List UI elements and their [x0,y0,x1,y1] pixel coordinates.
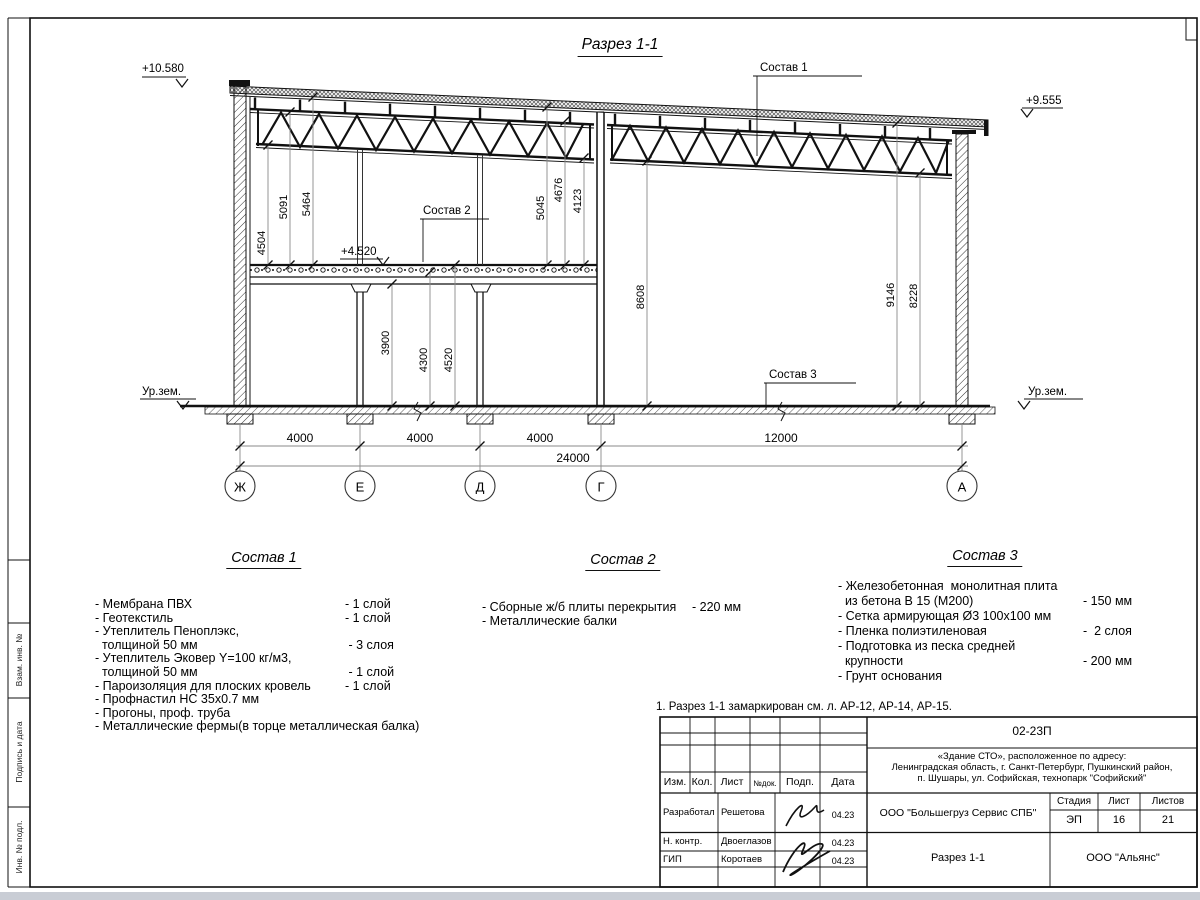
elevation-right: +9.555 [1026,95,1062,107]
axis-bubble-zh: Ж [233,479,246,495]
hdim-span-1: 4000 [286,431,314,445]
composition-item [95,707,435,721]
composition-item-text: - Мембрана ПВХ [95,597,193,611]
hdim-span-3: 4000 [526,431,554,445]
composition-item [95,652,435,666]
composition-item [838,639,1158,654]
axis-bubble-a: А [957,479,967,495]
tb-row-role-3: ГИП [663,854,682,865]
roof [229,80,989,136]
window-edge-strip [0,892,1200,900]
vdim-4300: 4300 [418,347,430,373]
composition-item-value: - 3 слоя [345,637,394,652]
callout-sostav-2: Состав 2 [423,205,471,217]
margin-label-inv: Инв. № подл. [14,820,24,874]
margin-label-vzam: Взам. инв. № [14,633,24,687]
ground-level-label-right: Ур.зем. [1028,386,1068,398]
composition-item [838,609,1158,624]
composition-item-value: - 1 слой [345,664,395,679]
composition-item [95,639,435,653]
tb-col-izm: Изм. [663,776,687,788]
composition-item-text: - Металлические фермы(в торце металлическая балка) [95,719,420,734]
callout-sostav-3: Состав 3 [769,369,817,381]
tb-stage-label: Стадия [1056,796,1092,807]
tb-sheet-value: 16 [1112,814,1126,826]
tb-stage-value: ЭП [1066,814,1082,826]
composition-item-value: - 150 мм [1083,594,1133,608]
composition-item [838,579,1158,594]
tb-col-data: Дата [831,776,855,788]
composition-item-text: - Профнастил НС 35x0.7 мм [95,692,260,707]
composition-item-text: толщиной 50 мм [95,664,198,679]
tb-row-date-3: 04.23 [831,856,855,866]
vdim-4504: 4504 [256,230,268,256]
composition-3-list [838,579,1158,684]
signatures [783,806,830,876]
tb-row-name-1: Решетова [721,807,765,818]
composition-item-value: - 2 слоя [1083,624,1132,638]
composition-item-text: - Сетка армирующая Ø3 100x100 мм [838,609,1052,623]
elevation-mezzanine: +4.520 [341,246,377,258]
vdim-9146: 9146 [885,282,897,308]
vdim-3900: 3900 [380,330,392,356]
composition-item-value: - 220 мм [692,600,742,614]
ground-level-label-left: Ур.зем. [142,386,182,398]
tb-col-ndok: №док. [753,779,777,788]
composition-item [838,594,1158,609]
composition-1-list [95,598,435,734]
vdim-5045: 5045 [535,195,547,221]
tb-doc-number: 02-23П [1012,724,1052,738]
composition-item-value: - 1 слой [345,678,391,693]
hdim-total: 24000 [556,451,590,465]
composition-item-text: - Пленка полиэтиленовая [838,624,987,638]
tb-col-podp: Подп. [786,776,814,788]
vdim-4123: 4123 [572,188,584,214]
axis-bubble-g: Г [597,479,605,495]
composition-item-text: - Металлические балки [482,614,617,628]
vdim-8608: 8608 [635,284,647,310]
margin-label-podpis: Подпись и дата [14,721,24,783]
axis-bubble-d: Д [475,479,485,495]
composition-item-text: - Грунт основания [838,669,943,683]
tb-address-line-1: «Здание СТО», расположенное по адресу: [937,751,1127,762]
composition-2-title: Состав 2 [585,552,660,571]
hdim-span-4: 12000 [764,431,798,445]
composition-item [838,669,1158,684]
composition-item-text: из бетона В 15 (М200) [838,594,974,608]
composition-item [482,600,772,614]
tb-row-name-2: Двоеглазов [721,836,772,847]
vdim-5091: 5091 [278,194,290,220]
composition-item-text: - Утеплитель Эковер Y=100 кг/м3, [95,651,292,666]
composition-item [95,612,435,626]
tb-org-2: ООО "Альянс" [1086,852,1160,864]
vdim-8228: 8228 [908,283,920,309]
elevation-left: +10.580 [142,63,184,75]
tb-address-line-2: Ленинградская область, г. Санкт-Петербург, Пушкинский район, [891,762,1173,773]
composition-item [95,598,435,612]
ground-slab [180,402,995,424]
tb-col-list: Лист [720,776,744,788]
composition-2-list [482,600,772,628]
tb-sheets-label: Листов [1151,796,1185,807]
tb-row-role-2: Н. контр. [663,836,703,847]
tb-drawing-name: Разрез 1-1 [930,852,986,864]
composition-item-text: - Геотекстиль [95,610,174,625]
tb-row-date-2: 04.23 [831,838,855,848]
vdim-4676: 4676 [553,177,565,203]
composition-item-value: - 200 мм [1083,654,1133,668]
composition-item-text: - Подготовка из песка средней [838,639,1016,653]
composition-item [838,624,1158,639]
section-title: Разрез 1-1 [578,36,663,57]
composition-item-text: толщиной 50 мм [95,637,198,652]
composition-item [482,614,772,628]
tb-org-1: ООО "Большегруз Сервис СПБ" [879,807,1037,819]
composition-1-title: Состав 1 [226,550,301,569]
tb-row-name-3: Коротаев [721,854,763,865]
composition-item-text: - Пароизоляция для плоских кровель [95,678,311,693]
tb-row-role-1: Разработал [663,807,715,818]
composition-item-text: - Утеплитель Пеноплэкс, [95,624,240,639]
callout-sostav-1: Состав 1 [760,62,808,74]
composition-3-title: Состав 3 [947,548,1022,567]
vdim-4520: 4520 [443,347,455,373]
hdim-span-2: 4000 [406,431,434,445]
composition-item-value: - 1 слой [345,597,391,611]
composition-item [95,720,435,734]
composition-item-text: - Прогоны, проф. труба [95,705,231,720]
composition-item-text: - Сборные ж/б плиты перекрытия [482,600,677,614]
tb-sheets-value: 21 [1161,814,1175,826]
axis-bubble-e: Е [355,479,365,495]
tb-sheet-label: Лист [1108,796,1130,807]
tb-col-kol: Кол. [691,776,713,788]
composition-item-text: - Железобетонная монолитная плита [838,579,1058,593]
tb-address-line-3: п. Шушары, ул. Софийская, технопарк "Софийский" [917,773,1147,784]
composition-item [95,693,435,707]
composition-item-value: - 1 слой [345,610,391,625]
note: 1. Разрез 1-1 замаркирован см. л. АР-12, АР-14, АР-15. [656,701,952,713]
vdim-5464: 5464 [301,191,313,217]
composition-item [95,680,435,694]
composition-item [95,666,435,680]
tb-row-date-1: 04.23 [831,810,855,820]
composition-item-text: крупности [838,654,904,668]
composition-item [838,654,1158,669]
composition-item [95,625,435,639]
